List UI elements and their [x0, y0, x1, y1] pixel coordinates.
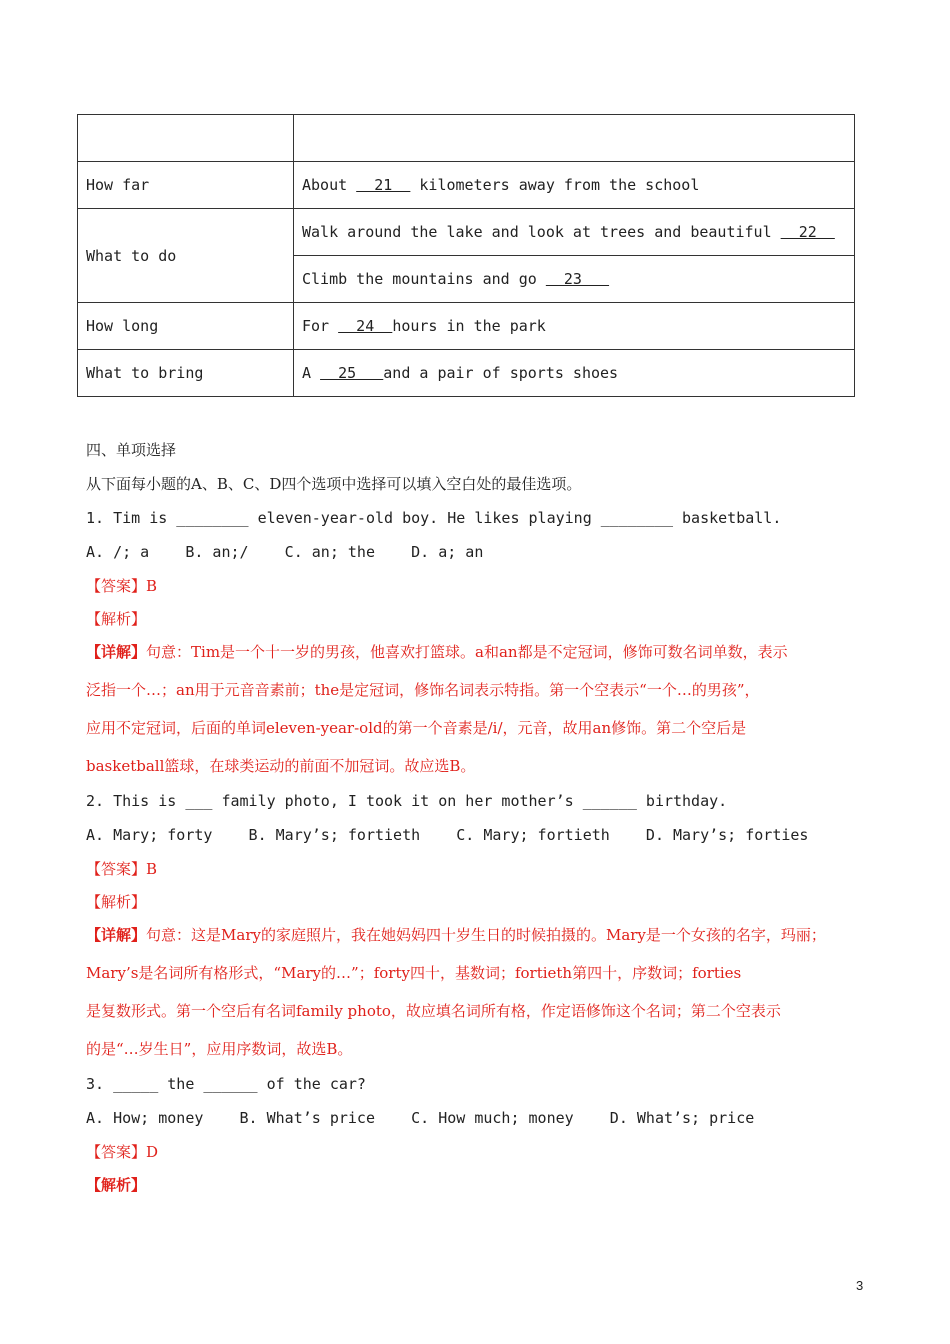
blank-21: 21 [356, 176, 411, 194]
table-row [78, 350, 855, 397]
detail-line: 【详解】句意：这是Mary的家庭照片，我在她妈妈四十岁生日的时候拍摄的。Mary是一个女孩的名字，玛丽； [86, 926, 826, 944]
table-row [78, 162, 855, 209]
question-3-analysis: 【解析】 [86, 1176, 147, 1194]
blank-24: 24 [338, 317, 393, 335]
table-cell [294, 115, 855, 162]
question-2-answer: 【答案】B [86, 860, 158, 878]
row-label: How far [78, 162, 294, 209]
question-2-analysis: 【解析】 [86, 893, 147, 911]
question-3-options: A. How; money B. What’s price C. How much; money D. What’s; price [86, 1109, 755, 1127]
row-content: About 21 kilometers away from the school [294, 162, 855, 209]
blank-25: 25 [320, 364, 384, 382]
detail-line: 是复数形式。第一个空后有名词family photo，故应填名词所有格，作定语修饰这个名词；第二个空表示 [86, 1002, 781, 1020]
question-1-stem: 1. Tim is ________ eleven-year-old boy. He likes playing ________ basketball. [86, 509, 782, 527]
detail-line: basketball篮球，在球类运动的前面不加冠词。故应选B。 [86, 757, 476, 775]
row-content: A 25 and a pair of sports shoes [294, 350, 855, 397]
blank-23: 23 [545, 270, 610, 288]
blank-22: 22 [780, 223, 835, 241]
section-instruction: 从下面每小题的A、B、C、D四个选项中选择可以填入空白处的最佳选项。 [86, 475, 582, 493]
question-2-options: A. Mary; forty B. Mary’s; fortieth C. Mary; fortieth D. Mary’s; forties [86, 826, 809, 844]
table-row [78, 303, 855, 350]
row-content: Climb the mountains and go 23 [294, 256, 855, 303]
question-1-detail [86, 633, 866, 785]
question-1-options: A. /; a B. an;/ C. an; the D. a; an [86, 543, 484, 561]
section-title: 四、单项选择 [86, 441, 177, 459]
page-number: 3 [856, 1278, 864, 1293]
question-3-answer: 【答案】D [86, 1143, 159, 1161]
table-header-row [78, 115, 855, 162]
table-cell [78, 115, 294, 162]
question-1-analysis: 【解析】 [86, 610, 147, 628]
detail-line: 泛指一个…；an用于元音音素前；the是定冠词，修饰名词表示特指。第一个空表示“一个…的男孩”， [86, 681, 760, 699]
detail-label: 【详解】 [86, 926, 147, 944]
row-label: What to do [78, 209, 294, 303]
row-content: For 24 hours in the park [294, 303, 855, 350]
row-label: How long [78, 303, 294, 350]
row-content: Walk around the lake and look at trees and beautiful 22 [294, 209, 855, 256]
info-table [77, 114, 855, 397]
table-row [78, 209, 855, 256]
detail-line: 【详解】句意：Tim是一个十一岁的男孩，他喜欢打篮球。a和an都是不定冠词，修饰可数名词单数，表示 [86, 643, 788, 661]
detail-line: Mary’s是名词所有格形式，“Mary的…”；forty四十，基数词；fortieth第四十，序数词；forties [86, 964, 742, 982]
detail-label: 【详解】 [86, 643, 147, 661]
question-2-detail [86, 916, 866, 1068]
detail-line: 的是“…岁生日”，应用序数词，故选B。 [86, 1040, 353, 1058]
row-label: What to bring [78, 350, 294, 397]
question-3-stem: 3. _____ the ______ of the car? [86, 1075, 366, 1093]
question-2-stem: 2. This is ___ family photo, I took it on her mother’s ______ birthday. [86, 792, 728, 810]
detail-line: 应用不定冠词，后面的单词eleven-year-old的第一个音素是/i/，元音，故用an修饰。第二个空后是 [86, 719, 747, 737]
question-1-answer: 【答案】B [86, 577, 158, 595]
